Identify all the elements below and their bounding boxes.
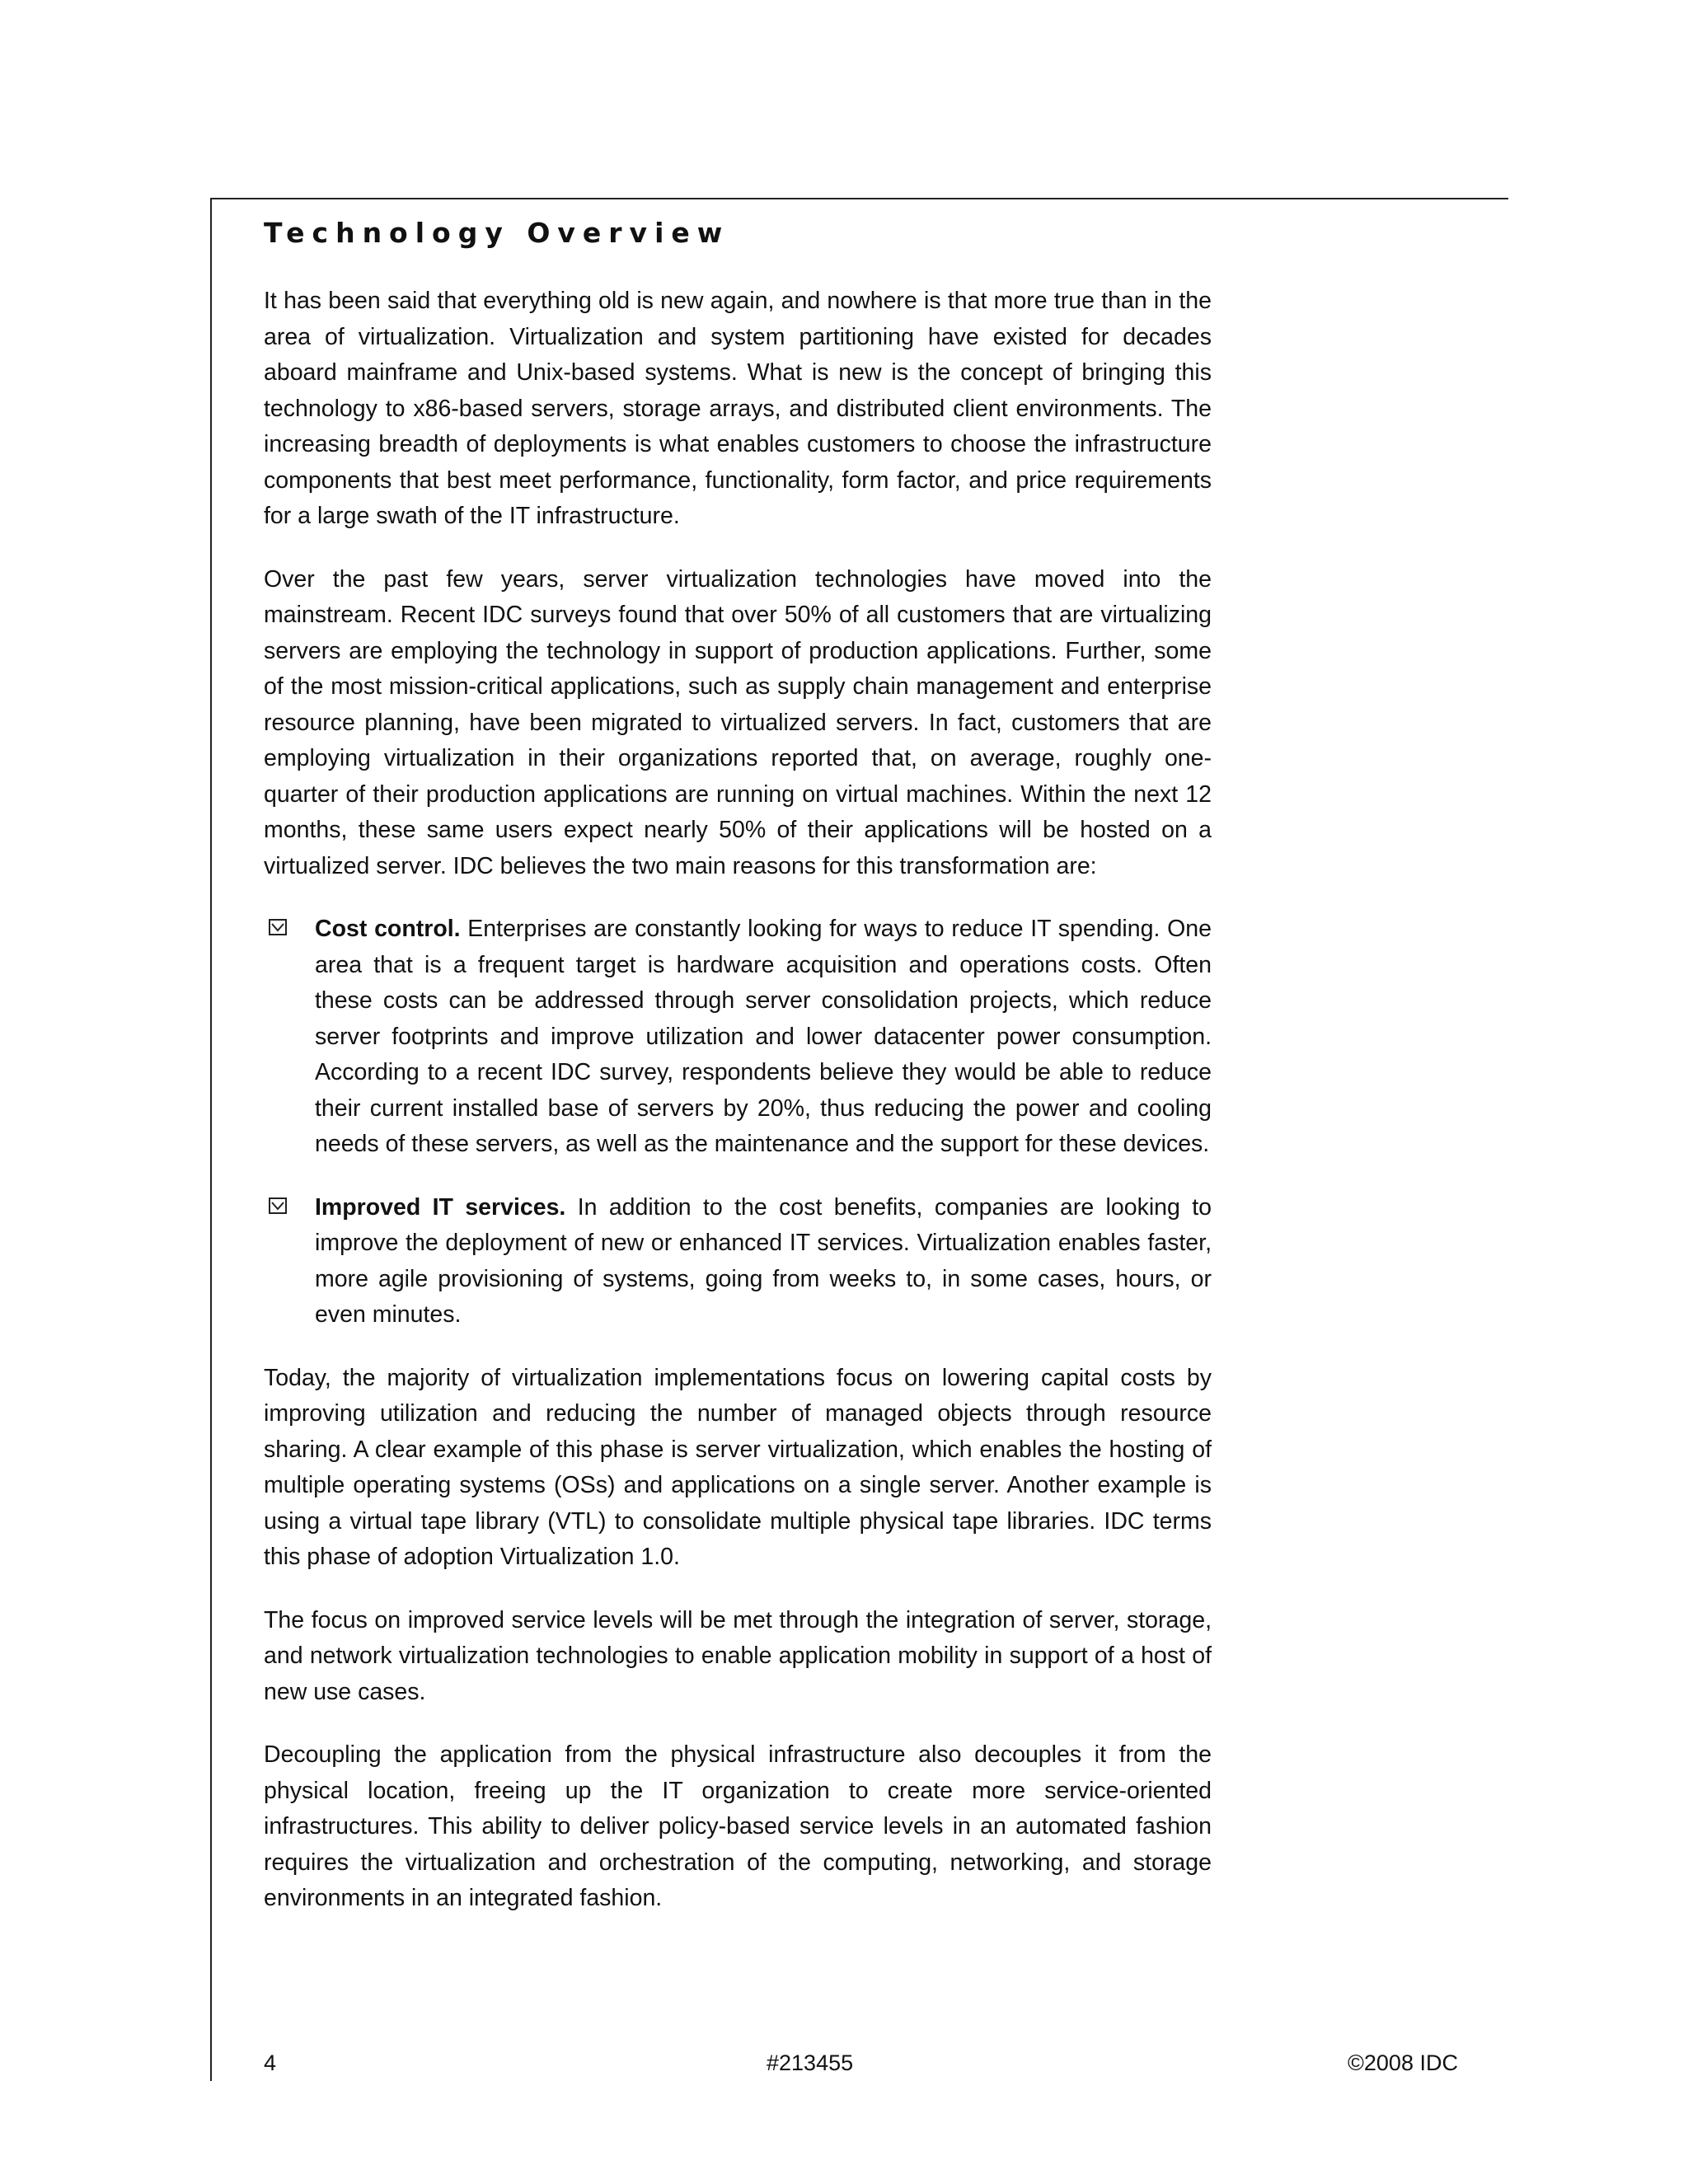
- bullet-lead-text: Cost control.: [315, 916, 461, 942]
- bullet-body-text: In addition to the cost benefits, companies are looking to improve the deployment of new or enhanced IT services. Virtualization enables faster, more agile provisioning of systems, going from weeks to, in some cases, hours, or even minutes.: [315, 1193, 1212, 1328]
- bullet-item-improved-it-services: [264, 1190, 1212, 1333]
- checkbox-bullet-icon: [269, 919, 287, 935]
- footer-copyright: ©2008 IDC: [1348, 2050, 1458, 2075]
- page-frame-left-rule: [210, 198, 212, 2081]
- paragraph-server-virtualization: Over the past few years, server virtualization technologies have moved into the mainstream. Recent IDC surveys found that over 50% of all customers that are virtualizing servers are employing the technology in support of production applications. Further, some of the most mission-critical applications, such as supply chain management and enterprise resource planning, have been migrated to virtualized servers. In fact, customers that are employing virtualization in their organizations reported that, on average, roughly one-quarter of their production applications are running on virtual machines. Within the next 12 months, these same users expect nearly 50% of their applications will be hosted on a virtualized server. IDC believes the two main reasons for this transformation are:: [264, 565, 1212, 879]
- checkbox-bullet-icon: [269, 1197, 287, 1214]
- bullet-item-cost-control: [264, 912, 1212, 1163]
- section-title: Technology Overview: [264, 217, 730, 249]
- paragraph-decoupling: Decoupling the application from the physical infrastructure also decouples it from the physical location, freeing up the IT organization to create more service-oriented infrastructures. This ability to deliver policy-based service levels in an automated fashion requires the virtualization and orchestration of the computing, networking, and storage environments in an integrated fashion.: [264, 1741, 1212, 1911]
- paragraph-service-levels: The focus on improved service levels will be met through the integration of server, storage, and network virtualization technologies to enable application mobility in support of a host of new use cases.: [264, 1606, 1212, 1705]
- footer-page-number: 4: [264, 2050, 277, 2075]
- paragraph-virtualization-1-0: Today, the majority of virtualization implementations focus on lowering capital costs by improving utilization and reducing the number of managed objects through resource sharing. A clear example of this phase is server virtualization, which enables the hosting of multiple operating systems (OSs) and applications on a single server. Another example is using a virtual tape library (VTL) to consolidate multiple physical tape libraries. IDC terms this phase of adoption Virtualization 1.0.: [264, 1364, 1212, 1570]
- document-body: [264, 213, 1212, 1944]
- paragraph-intro: It has been said that everything old is new again, and nowhere is that more true than in the area of virtualization. Virtualization and system partitioning have existed for decades aboard mainframe and Unix-based systems. What is new is the concept of bringing this technology to x86-based servers, storage arrays, and distributed client environments. The increasing breadth of deployments is what enables customers to choose the infrastructure components that best meet performance, functionality, form factor, and price requirements for a large swath of the IT infrastructure.: [264, 288, 1212, 529]
- page-frame-top-rule: [210, 198, 1508, 199]
- bullet-body-text: Enterprises are constantly looking for ways to reduce IT spending. One area that is a frequent target is hardware acquisition and operations costs. Often these costs can be addressed through server consolidation projects, which reduce server footprints and improve utilization and lower datacenter power consumption. According to a recent IDC survey, respondents believe they would be able to reduce their current installed base of servers by 20%, thus reducing the power and cooling needs of these servers, as well as the maintenance and the support for these devices.: [315, 916, 1212, 1157]
- bullet-lead-text: Improved IT services.: [315, 1193, 566, 1221]
- footer-document-id: #213455: [767, 2050, 854, 2075]
